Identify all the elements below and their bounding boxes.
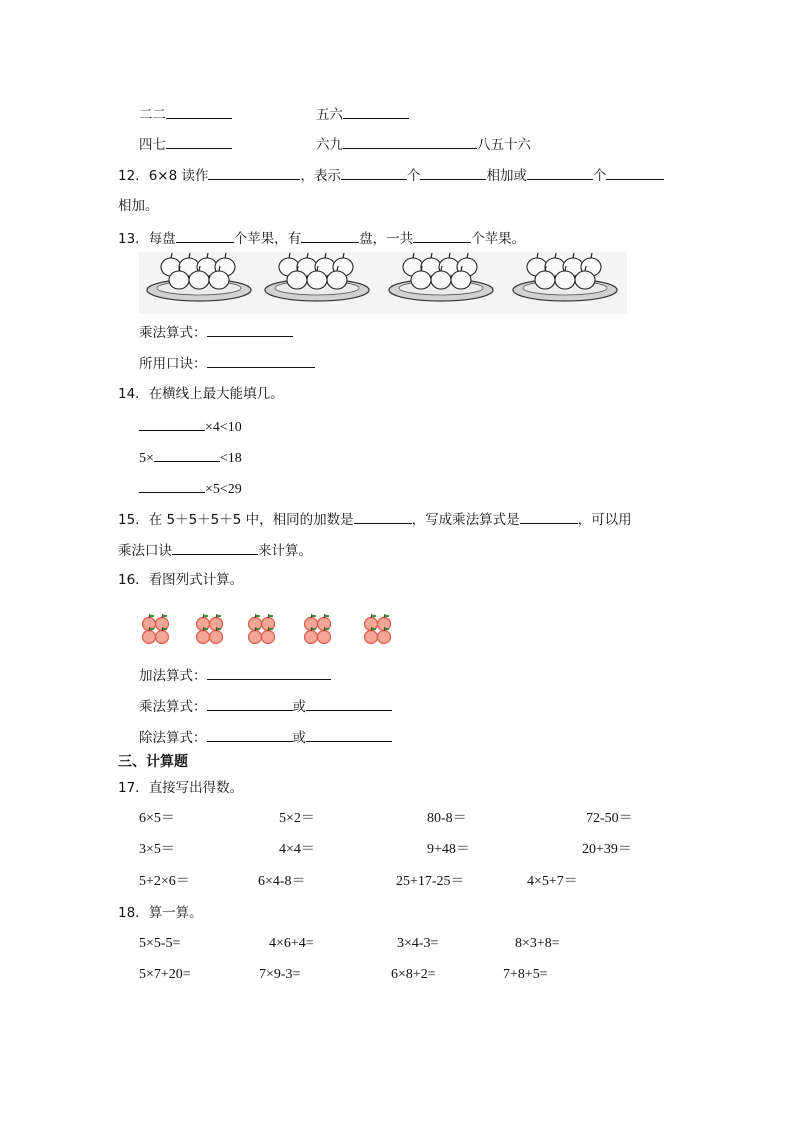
q18-item: 6×8+2= [391,967,436,982]
answer-blank[interactable] [343,134,477,149]
q11-row1b: 五六 [316,104,409,124]
q18-item: 7+8+5= [503,967,548,982]
apple-cluster-icon [305,614,331,644]
answer-blank[interactable] [341,165,407,180]
apple-groups-figure [139,610,399,646]
apple-cluster-icon [249,614,275,644]
q17-item: 5×2＝ [279,811,315,826]
answer-blank[interactable] [354,509,412,524]
answer-blank[interactable] [207,322,293,337]
q11-row2: 四七 [139,134,232,154]
q17-item: 6×5＝ [139,811,175,826]
q17-item: 80-8＝ [427,811,467,826]
q17-item: 6×4-8＝ [258,874,306,889]
answer-blank[interactable] [207,727,293,742]
q16-mult-line: 乘法算式： 或 [139,696,392,716]
answer-blank[interactable] [166,104,232,119]
q14-line1: ×4<10 [139,416,242,437]
section-3-title: 三、计算题 [118,754,188,770]
answer-blank[interactable] [343,104,409,119]
answer-blank[interactable] [306,696,392,711]
q18-item: 4×6+4= [269,936,314,951]
answer-blank[interactable] [154,447,220,462]
answer-blank[interactable] [139,478,205,493]
q18-item: 8×3+8= [515,936,560,951]
question-15: 15．在 5＋5＋5＋5 中，相同的加数是 ，写成乘法算式是 ，可以用 [118,509,632,529]
q16-div-line: 除法算式： 或 [139,727,392,747]
apple-plates-figure [139,252,627,314]
q17-item: 5+2×6＝ [139,874,190,889]
question-13: 13．每盘 个苹果，有 盘，一共 个苹果。 [118,228,525,248]
question-12-cont: 相加。 [118,198,159,214]
answer-blank[interactable] [420,165,486,180]
answer-blank[interactable] [208,165,300,180]
answer-blank[interactable] [176,228,234,243]
q18-item: 3×4-3= [397,936,439,951]
q18-item: 5×7+20= [139,967,191,982]
answer-blank[interactable] [207,696,293,711]
q17-item: 25+17-25＝ [396,874,465,889]
q13-rhyme-line: 所用口诀： [139,353,315,373]
answer-blank[interactable] [413,228,471,243]
q13-mult-line: 乘法算式： [139,322,293,342]
answer-blank[interactable] [139,416,205,431]
apple-cluster-icon [365,614,391,644]
question-18: 18．算一算。 [118,905,203,921]
q17-item: 9+48＝ [427,842,470,857]
answer-blank[interactable] [301,228,359,243]
answer-blank[interactable] [172,540,258,555]
question-12: 12．6×8 读作 ，表示 个 相加或 个 [118,165,664,185]
q17-item: 4×5+7＝ [527,874,578,889]
q17-item: 4×4＝ [279,842,315,857]
q17-item: 3×5＝ [139,842,175,857]
q18-item: 5×5-5= [139,936,181,951]
q16-add-line: 加法算式： [139,665,331,685]
question-15-cont: 乘法口诀 来计算。 [118,540,312,560]
answer-blank[interactable] [207,353,315,368]
answer-blank[interactable] [520,509,578,524]
q18-item: 7×9-3= [259,967,301,982]
question-14: 14．在横线上最大能填几。 [118,386,284,402]
answer-blank[interactable] [306,727,392,742]
apple-cluster-icon [197,614,223,644]
q11-row1: 二二 [139,104,232,124]
question-16: 16．看图列式计算。 [118,572,244,588]
apple-cluster-icon [143,614,169,644]
answer-blank[interactable] [166,134,232,149]
answer-blank[interactable] [527,165,593,180]
answer-blank[interactable] [606,165,664,180]
q11-row2b: 六九 八五十六 [316,134,531,154]
answer-blank[interactable] [207,665,331,680]
q14-line3: ×5<29 [139,478,242,499]
q17-item: 72-50＝ [586,811,633,826]
q17-item: 20+39＝ [582,842,632,857]
q14-line2: 5× <18 [139,447,242,468]
question-17: 17．直接写出得数。 [118,780,244,796]
